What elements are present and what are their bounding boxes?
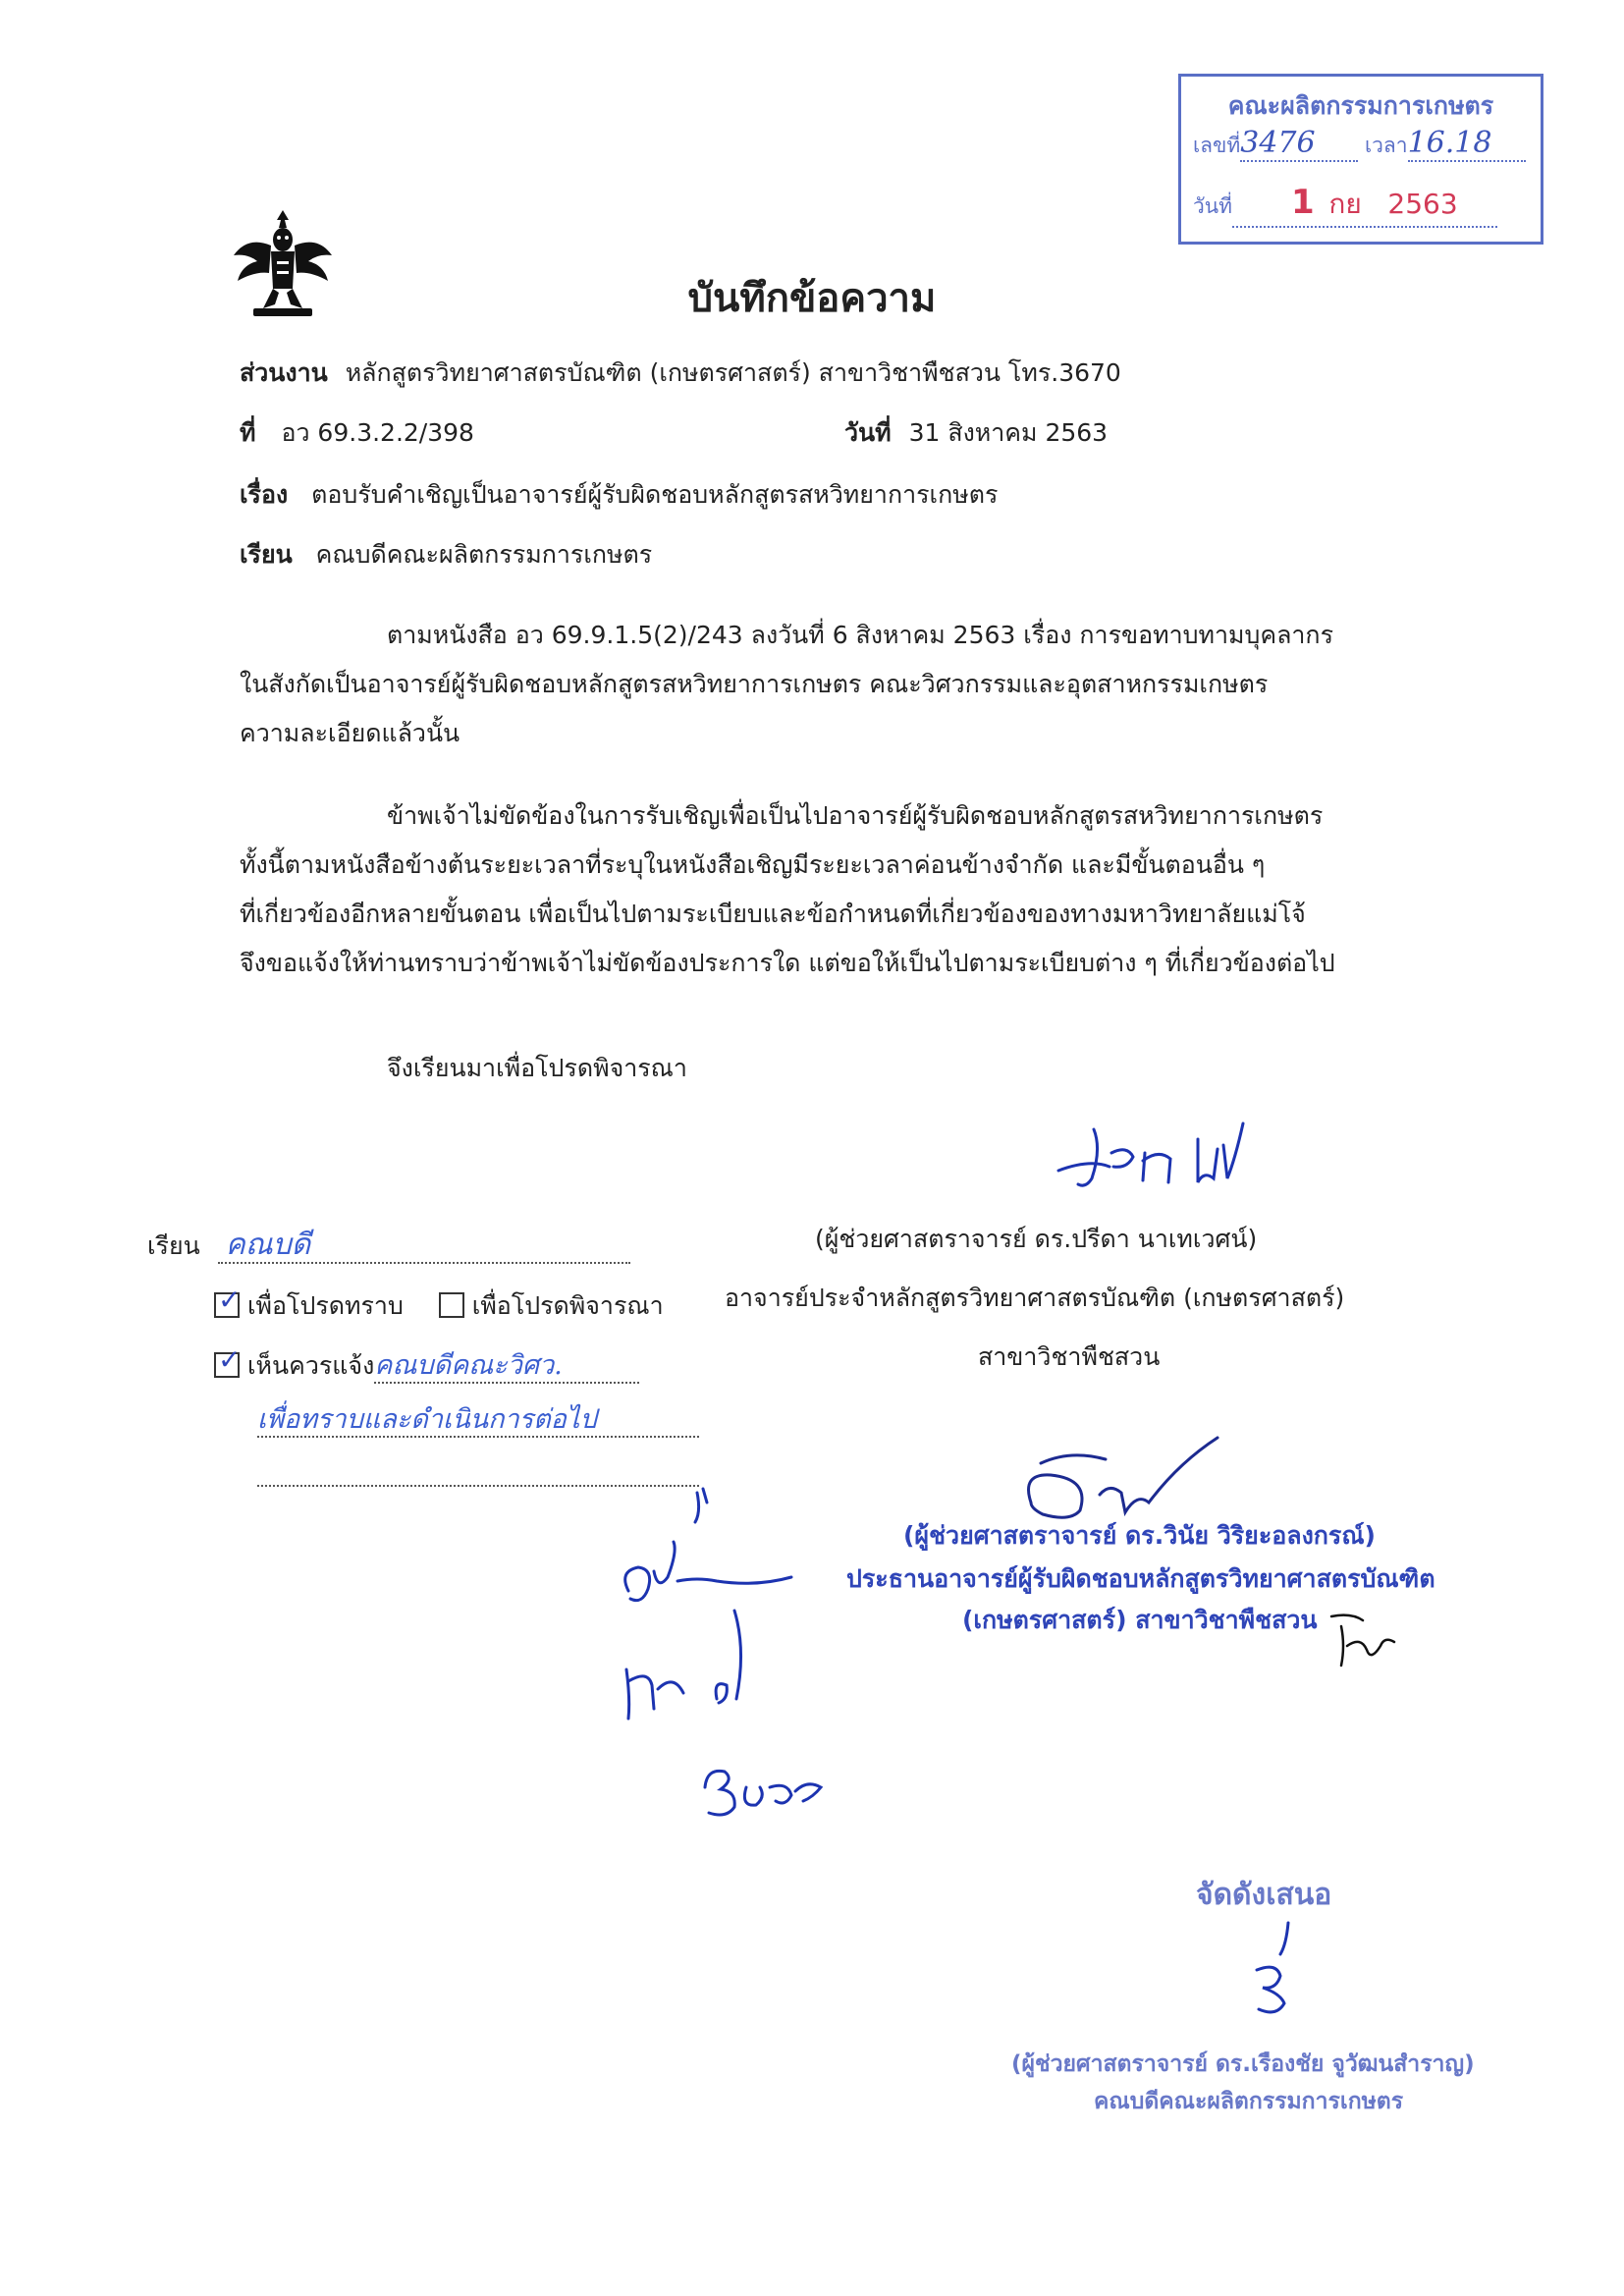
dean-signature-icon bbox=[1237, 1915, 1316, 2023]
date-label: วันที่ bbox=[844, 418, 892, 447]
stamp-date-month: กย bbox=[1328, 188, 1362, 220]
document-title: บันทึกข้อความ bbox=[687, 276, 937, 321]
initials-3-icon bbox=[697, 1758, 835, 1827]
routing-note-line1: คณบดีคณะวิศว. bbox=[374, 1350, 563, 1381]
stamp-office: คณะผลิตกรรมการเกษตร bbox=[1227, 91, 1494, 120]
stamp-time-label: เวลา bbox=[1364, 134, 1408, 157]
receiving-stamp bbox=[1178, 74, 1543, 245]
subject-label: เรื่อง bbox=[240, 480, 289, 509]
stamp-date-year: 2563 bbox=[1387, 188, 1458, 220]
dean-position: คณบดีคณะผลิตกรรมการเกษตร bbox=[1094, 2089, 1404, 2114]
ref-label: ที่ bbox=[240, 418, 256, 447]
stamp-time: 16.18 bbox=[1407, 126, 1492, 160]
stamp-number: 3476 bbox=[1240, 126, 1316, 160]
stamp-date-day: 1 bbox=[1291, 183, 1315, 222]
option-notify-label: เห็นควรแจ้ง bbox=[247, 1351, 375, 1380]
ref-value: อว 69.3.2.2/398 bbox=[281, 418, 474, 447]
dean-name: (ผู้ช่วยศาสตราจารย์ ดร.เรืองชัย จูวัฒนสำราญ) bbox=[1011, 2051, 1475, 2077]
para1-line: ความละเอียดแล้วนั้น bbox=[240, 719, 460, 747]
stamp-date-label: วันที่ bbox=[1193, 194, 1232, 218]
dean-action-stamp: จัดดังเสนอ bbox=[1196, 1878, 1332, 1912]
para2-line: ทั้งนี้ตามหนังสือข้างต้นระยะเวลาที่ระบุในหนังสือเชิญมีระยะเวลาค่อนข้างจำกัด และมีขั้นตอนอื่น ๆ bbox=[240, 850, 1266, 879]
signer2-department: (เกษตรศาสตร์) สาขาวิชาพืชสวน bbox=[962, 1606, 1318, 1634]
checkbox-notify[interactable] bbox=[214, 1352, 240, 1378]
para2-line: ข้าพเจ้าไม่ขัดข้องในการรับเชิญเพื่อเป็นไปอาจารย์ผู้รับผิดชอบหลักสูตรสหวิทยาการเกษตร bbox=[387, 801, 1324, 830]
signer2-name: (ผู้ช่วยศาสตราจารย์ ดร.วินัย วิริยะอลงกรณ์) bbox=[903, 1521, 1376, 1550]
signer1-position: อาจารย์ประจำหลักสูตรวิทยาศาสตรบัณฑิต (เกษตรศาสตร์) bbox=[725, 1284, 1345, 1312]
routing-to-label: เรียน bbox=[147, 1231, 200, 1260]
stamp-number-label: เลขที่ bbox=[1193, 134, 1241, 157]
signature-2-icon bbox=[1011, 1424, 1227, 1532]
para2-line: ที่เกี่ยวข้องอีกหลายขั้นตอน เพื่อเป็นไปตามระเบียบและข้อกำหนดที่เกี่ยวข้องของทางมหาวิทยาลัยแม่โจ้ bbox=[240, 900, 1306, 928]
signature-1-icon bbox=[1051, 1110, 1276, 1208]
signer1-department: สาขาวิชาพืชสวน bbox=[978, 1342, 1161, 1371]
closing-line: จึงเรียนมาเพื่อโปรดพิจารณา bbox=[387, 1054, 687, 1082]
checkbox-consider[interactable] bbox=[439, 1292, 464, 1318]
initials-4-icon bbox=[1312, 1607, 1400, 1675]
body-paragraph-1 bbox=[240, 611, 1467, 758]
dept-value: หลักสูตรวิทยาศาสตรบัณฑิต (เกษตรศาสตร์) สาขาวิชาพืชสวน โทร.3670 bbox=[345, 358, 1121, 387]
subject-value: ตอบรับคำเชิญเป็นอาจารย์ผู้รับผิดชอบหลักสูตรสหวิทยาการเกษตร bbox=[311, 480, 999, 509]
date-value: 31 สิงหาคม 2563 bbox=[908, 418, 1109, 447]
routing-to bbox=[147, 1230, 630, 1264]
dept-label: ส่วนงาน bbox=[240, 358, 328, 387]
checkbox-acknowledge[interactable] bbox=[214, 1292, 240, 1318]
para2-line: จึงขอแจ้งให้ท่านทราบว่าข้าพเจ้าไม่ขัดข้องประการใด แต่ขอให้เป็นไปตามระเบียบต่าง ๆ ที่เกี่ยวข้องต่อไป bbox=[240, 949, 1335, 977]
para1-line: ในสังกัดเป็นอาจารย์ผู้รับผิดชอบหลักสูตรสหวิทยาการเกษตร คณะวิศวกรรมและอุตสาหกรรมเกษตร bbox=[240, 670, 1269, 698]
signer2-position: ประธานอาจารย์ผู้รับผิดชอบหลักสูตรวิทยาศาสตรบัณฑิต bbox=[846, 1564, 1435, 1593]
option-acknowledge-label: เพื่อโปรดทราบ bbox=[247, 1291, 404, 1320]
initials-2-icon bbox=[619, 1591, 785, 1738]
routing-options bbox=[214, 1290, 664, 1322]
routing-note-line2: เพื่อทราบและดำเนินการต่อไป bbox=[257, 1404, 597, 1435]
signer1-name: (ผู้ช่วยศาสตราจารย์ ดร.ปรีดา นาเทเวศน์) bbox=[815, 1225, 1258, 1253]
to-value: คณบดีคณะผลิตกรรมการเกษตร bbox=[315, 540, 653, 569]
routing-notify bbox=[214, 1350, 639, 1384]
para1-line: ตามหนังสือ อว 69.9.1.5(2)/243 ลงวันที่ 6 สิงหาคม 2563 เรื่อง การขอทาบทามบุคลากร bbox=[387, 621, 1334, 649]
body-paragraph-2 bbox=[240, 792, 1467, 988]
to-label: เรียน bbox=[240, 540, 293, 569]
routing-to-handwritten: คณบดี bbox=[225, 1228, 311, 1262]
option-consider-label: เพื่อโปรดพิจารณา bbox=[471, 1291, 664, 1320]
